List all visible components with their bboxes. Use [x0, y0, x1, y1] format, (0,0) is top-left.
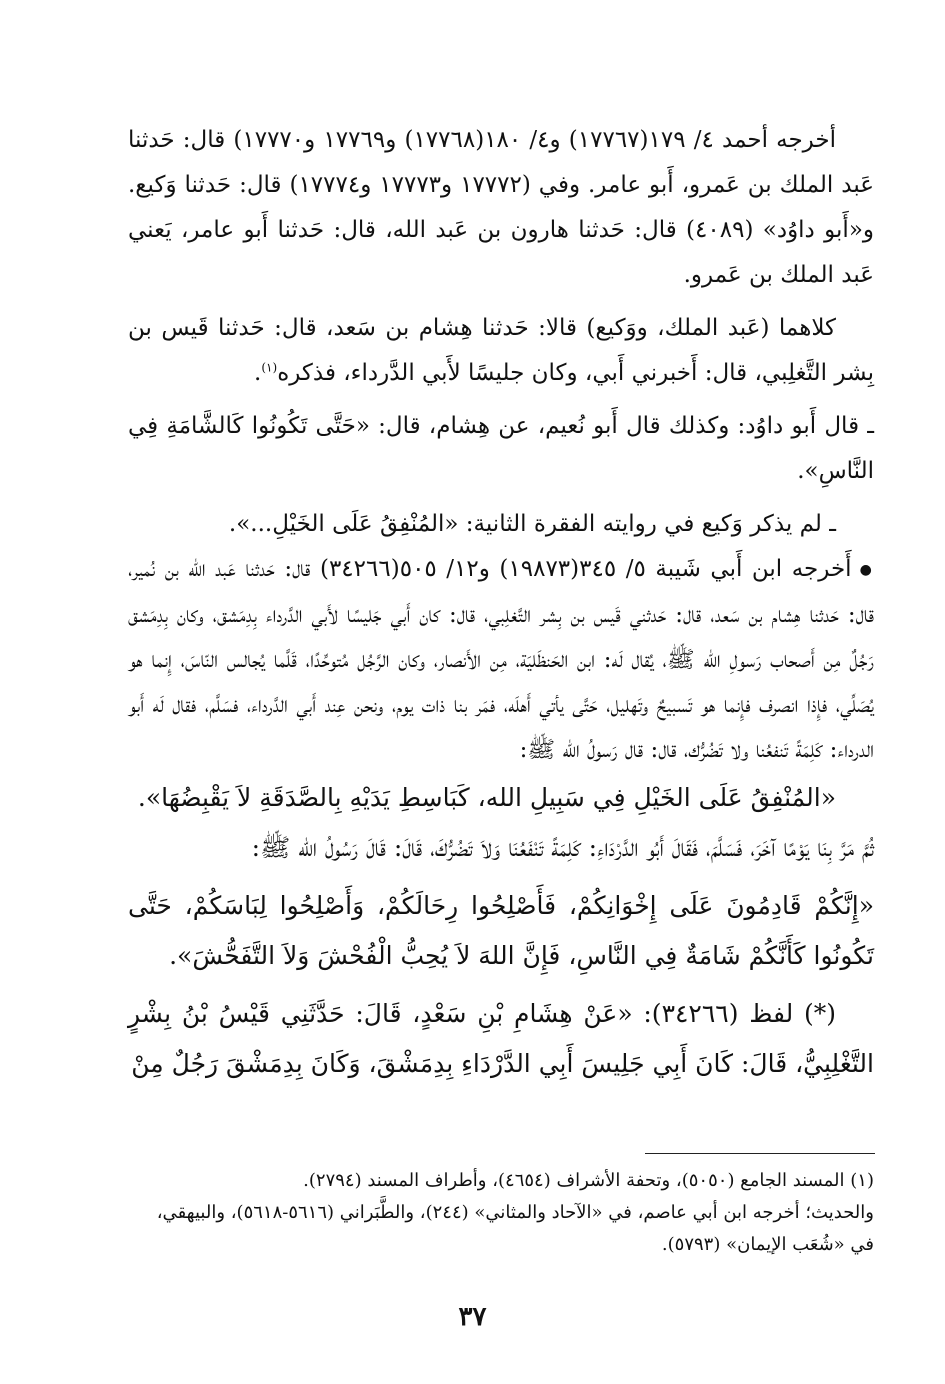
- paragraph-ibn-abi-shayba-text: أَخرجه ابن أَبي شَيبة ٥/ ٣٤٥(١٩٨٧٣) و١٢/ ٥٠٥(٣٤٢٦٦) قال: حَدثنا عَبد الله بن نُمير، قال: حَدثنا هِشام بن سَعد، قال: حَدثني قَيس بن بِشر التَّغلِبي، قال: كان أَبي جَليسًا لأَبي الدَّرداء بِدِمَشق، وكان بِدِمَشق رَجُلٌ مِن أَصحاب رَسولِ الله ﷺ، يُقال لَه: ابن الحَنظَليَة، مِن الأَنصار، وكان الرَّجُل مُتوحِّدًا، قَلَّما يُجالس النّاسَ، إِنما هو يُصَلِّي، فإِذا انصرف فإِنما هو تَسبيحٌ وتَهليل، حَتَّى يأتي أَهلَه، فمَر بنا ذات يوم، ونحن عِند أَبي الدَّرداء، فسَلَّم، فقال لَه أَبو الدرداء: كَلِمَةً تَنفعُنا ولا تَضُرُّك، قال: قال رَسولُ الله ﷺ:: [128, 556, 874, 763]
- hadith-narrative: ثُمَّ مَرَّ بِنَا يَوْمًا آخَرَ، فَسَلَّمَ، فَقَالَ أَبُو الدَّرْدَاءِ: كَلِمَةً تَنْفَعُنَا وَلاَ تَضُرُّكَ، قَالَ: قَالَ رَسُولُ الله ﷺ:: [251, 832, 874, 862]
- paragraph-abu-dawud-note: ـ قال أَبو داوُد: وكذلك قال أَبو نُعيم، عن هِشام، قال: «حَتَّى تَكُونُوا كَالشَّامَةِ فِي النَّاسِ».: [128, 413, 874, 484]
- footnote-reference: (١): [261, 360, 278, 375]
- footnote-1: (١) المسند الجامع (٥٠٥٠)، وتحفة الأشراف (٤٦٥٤)، وأطراف المسند (٢٧٩٤).: [303, 1170, 874, 1191]
- hadith-quote-second: «إِنَّكُمْ قَادِمُونَ عَلَى إِخْوَانِكُمْ، فَأَصْلِحُوا رِحَالَكُمْ، وَأَصْلِحُوا لِبَاسَكُمْ، حَتَّى تَكُونُوا كَأَنَّكُمْ شَامَةٌ فِي النَّاسِ، فَإِنَّ اللهَ لاَ يُحِبُّ الْفُحْشَ وَلاَ التَّفَحُّشَ».: [128, 890, 874, 970]
- paragraph-ibn-abi-shayba: [128, 547, 874, 773]
- paragraph-ahmad-takhrij: أخرجه أحمد ٤/ ١٧٩(١٧٧٦٧) و٤/ ١٨٠(١٧٧٦٨) و١٧٧٦٩ و١٧٧٧٠) قال: حَدثنا عَبد الملك بن عَمرو، أَبو عامر. وفي (١٧٧٧٢ و١٧٧٧٣ و١٧٧٧٤) قال: حَدثنا وَكيع. و«أَبو داوُد» (٤٠٨٩) قال: حَدثنا هارون بن عَبد الله، قال: حَدثنا أَبو عامر، يَعني عَبد الملك بن عَمرو.: [128, 127, 874, 288]
- footnote-divider: [645, 1153, 875, 1154]
- paragraph-both-narrators-text: كلاهما (عَبد الملك، ووَكيع) قالا: حَدثنا هِشام بن سَعد، قال: حَدثنا قَيس بن بِشر التَّغلِبي، قال: أَخبرني أَبي، وكان جليسًا لأَبي الدَّرداء، فذكره: [128, 315, 874, 386]
- footnote-1-continuation: والحديث؛ أخرجه ابن أبي عاصم، في «الآحاد والمثاني» (٢٤٤)، والطَّبَراني (٥٦١٦-٥٦١٨)، والبيهقي، في «شُعَب الإيمان» (٥٧٩٣).: [156, 1202, 874, 1255]
- main-text: [128, 118, 874, 1089]
- page-number: ٣٧: [458, 1302, 487, 1332]
- paragraph-both-narrators: كلاهما (عَبد الملك، ووَكيع) قالا: حَدثنا هِشام بن سَعد، قال: حَدثنا قَيس بن بِشر التَّغلِبي، قال: أَخبرني أَبي، وكان جليسًا لأَبي الدَّرداء، فذكره$^{(١)}$.: [128, 315, 874, 386]
- hadith-quote-first: «المُنْفِقُ عَلَى الخَيْلِ فِي سَبِيلِ الله، كَبَاسِطِ يَدَيْهِ بِالصَّدَقَةِ لاَ يَقْبِضُهَا».: [137, 782, 836, 812]
- paragraph-waki-note: ـ لم يذكر وَكيع في روايته الفقرة الثانية: «المُنْفِقُ عَلَى الخَيْلِ...».: [228, 511, 836, 537]
- variant-wording: (*) لفظ (٣٤٢٦٦): «عَنْ هِشَامِ بْنِ سَعْدٍ، قَالَ: حَدَّثَنِي قَيْسُ بْنُ بِشْرٍ التَّغْلِبِيُّ، قَالَ: كَانَ أَبِي جَلِيسَ أَبِي الدَّرْدَاءِ بِدِمَشْقَ، وَكَانَ بِدِمَشْقَ رَجُلٌ مِنْ: [128, 998, 874, 1078]
- bullet-icon: ●: [859, 561, 874, 578]
- footnotes: [128, 1165, 874, 1261]
